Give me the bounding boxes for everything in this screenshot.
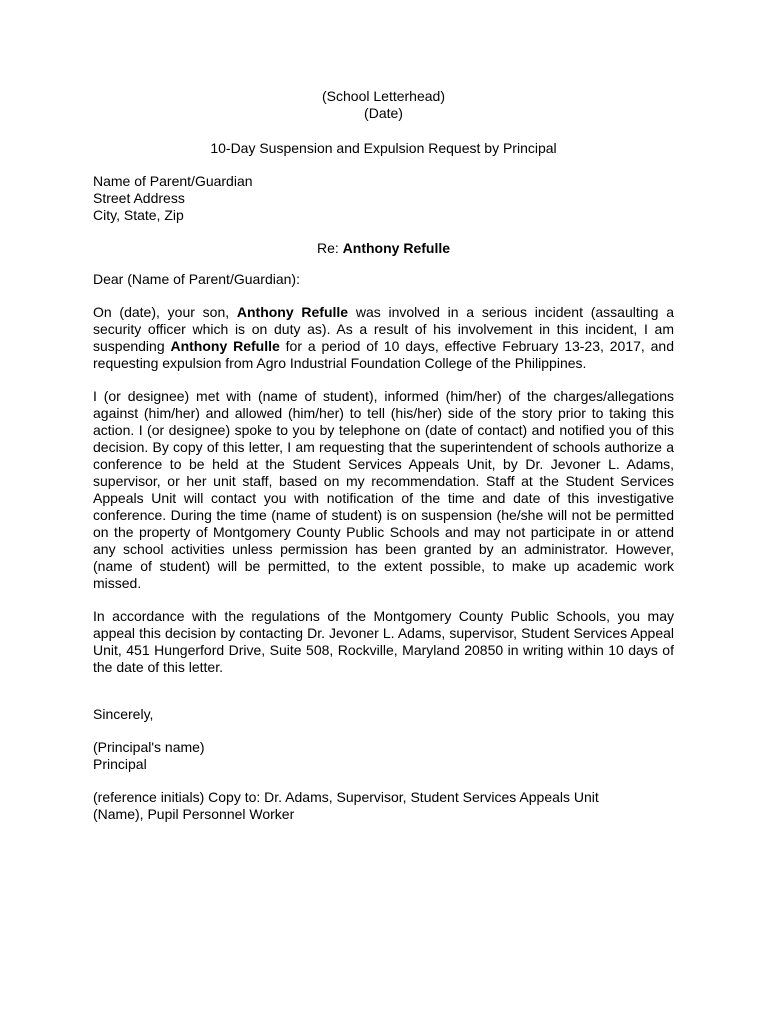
- letterhead-placeholder: (School Letterhead): [322, 88, 445, 104]
- reference-line-1: (reference initials) Copy to: Dr. Adams, Supervisor, Student Services Appeals Unit: [93, 789, 599, 805]
- letter-date: (Date): [364, 105, 403, 121]
- paragraph-incident: [93, 304, 674, 372]
- re-prefix: Re:: [316, 240, 343, 256]
- salutation: Dear (Name of Parent/Guardian):: [93, 271, 300, 287]
- signature-block: [93, 739, 674, 773]
- signer-title: Principal: [93, 756, 147, 772]
- paragraph-appeal: In accordance with the regulations of the Montgomery County Public Schools, you may appeal this decision by contacting Dr. Jevoner L. Adams, supervisor, Student Services Appeal Unit, 451 Hungerford Drive, Suite 508, Rockville, Maryland 20850 in writing within 10 days of the date of this letter.: [93, 608, 674, 675]
- recipient-city: City, State, Zip: [93, 207, 184, 223]
- reference-block: [93, 789, 674, 823]
- recipient-street: Street Address: [93, 190, 185, 206]
- re-line: [93, 240, 674, 257]
- signer-name: (Principal's name): [93, 739, 205, 755]
- reference-line-2: (Name), Pupil Personnel Worker: [93, 806, 295, 822]
- paragraph-incident-text-1: On (date), your son,: [93, 304, 237, 320]
- paragraph-conference: I (or designee) met with (name of student), informed (him/her) of the charges/allegations against (him/her) and allowed (him/her) to tell (his/her) side of the story prior to taking this action. I (or designee) spoke to you by telephone on (date of contact) and notified you of this decision. By copy of this letter, I am requesting that the superintendent of schools authorize a conference to be held at the Student Services Appeals Unit, by Dr. Jevoner L. Adams, supervisor, or her unit staff, based on my recommendation. Staff at the Student Services Appeals Unit will contact you with notification of the time and date of this investigative conference. During the time (name of student) is on suspension (he/she will not be permitted on the property of Montgomery County Public Schools and may not participate in or attend any school activities unless permission has been granted by an administrator. However, (name of student) will be permitted, to the extent possible, to make up academic work missed.: [93, 388, 674, 591]
- re-student-name: Anthony Refulle: [342, 240, 451, 256]
- recipient-address: [93, 173, 674, 224]
- letter-page: [93, 88, 674, 823]
- letter-title: 10-Day Suspension and Expulsion Request by Principal: [210, 140, 557, 156]
- closing-sincerely: Sincerely,: [93, 706, 154, 722]
- paragraph-incident-text-2: was involved in a serious incident (assaulting a security officer which is on duty as). As a result of his involvement in this incident, I am suspending: [93, 304, 674, 354]
- recipient-name: Name of Parent/Guardian: [93, 173, 253, 189]
- student-name-bold-2: Anthony Refulle: [170, 338, 280, 354]
- paragraph-incident-text-3: for a period of 10 days, effective February 13-23, 2017, and requesting expulsion from Agro Industrial Foundation College of the Philippines.: [93, 338, 674, 371]
- student-name-bold-1: Anthony Refulle: [236, 304, 349, 320]
